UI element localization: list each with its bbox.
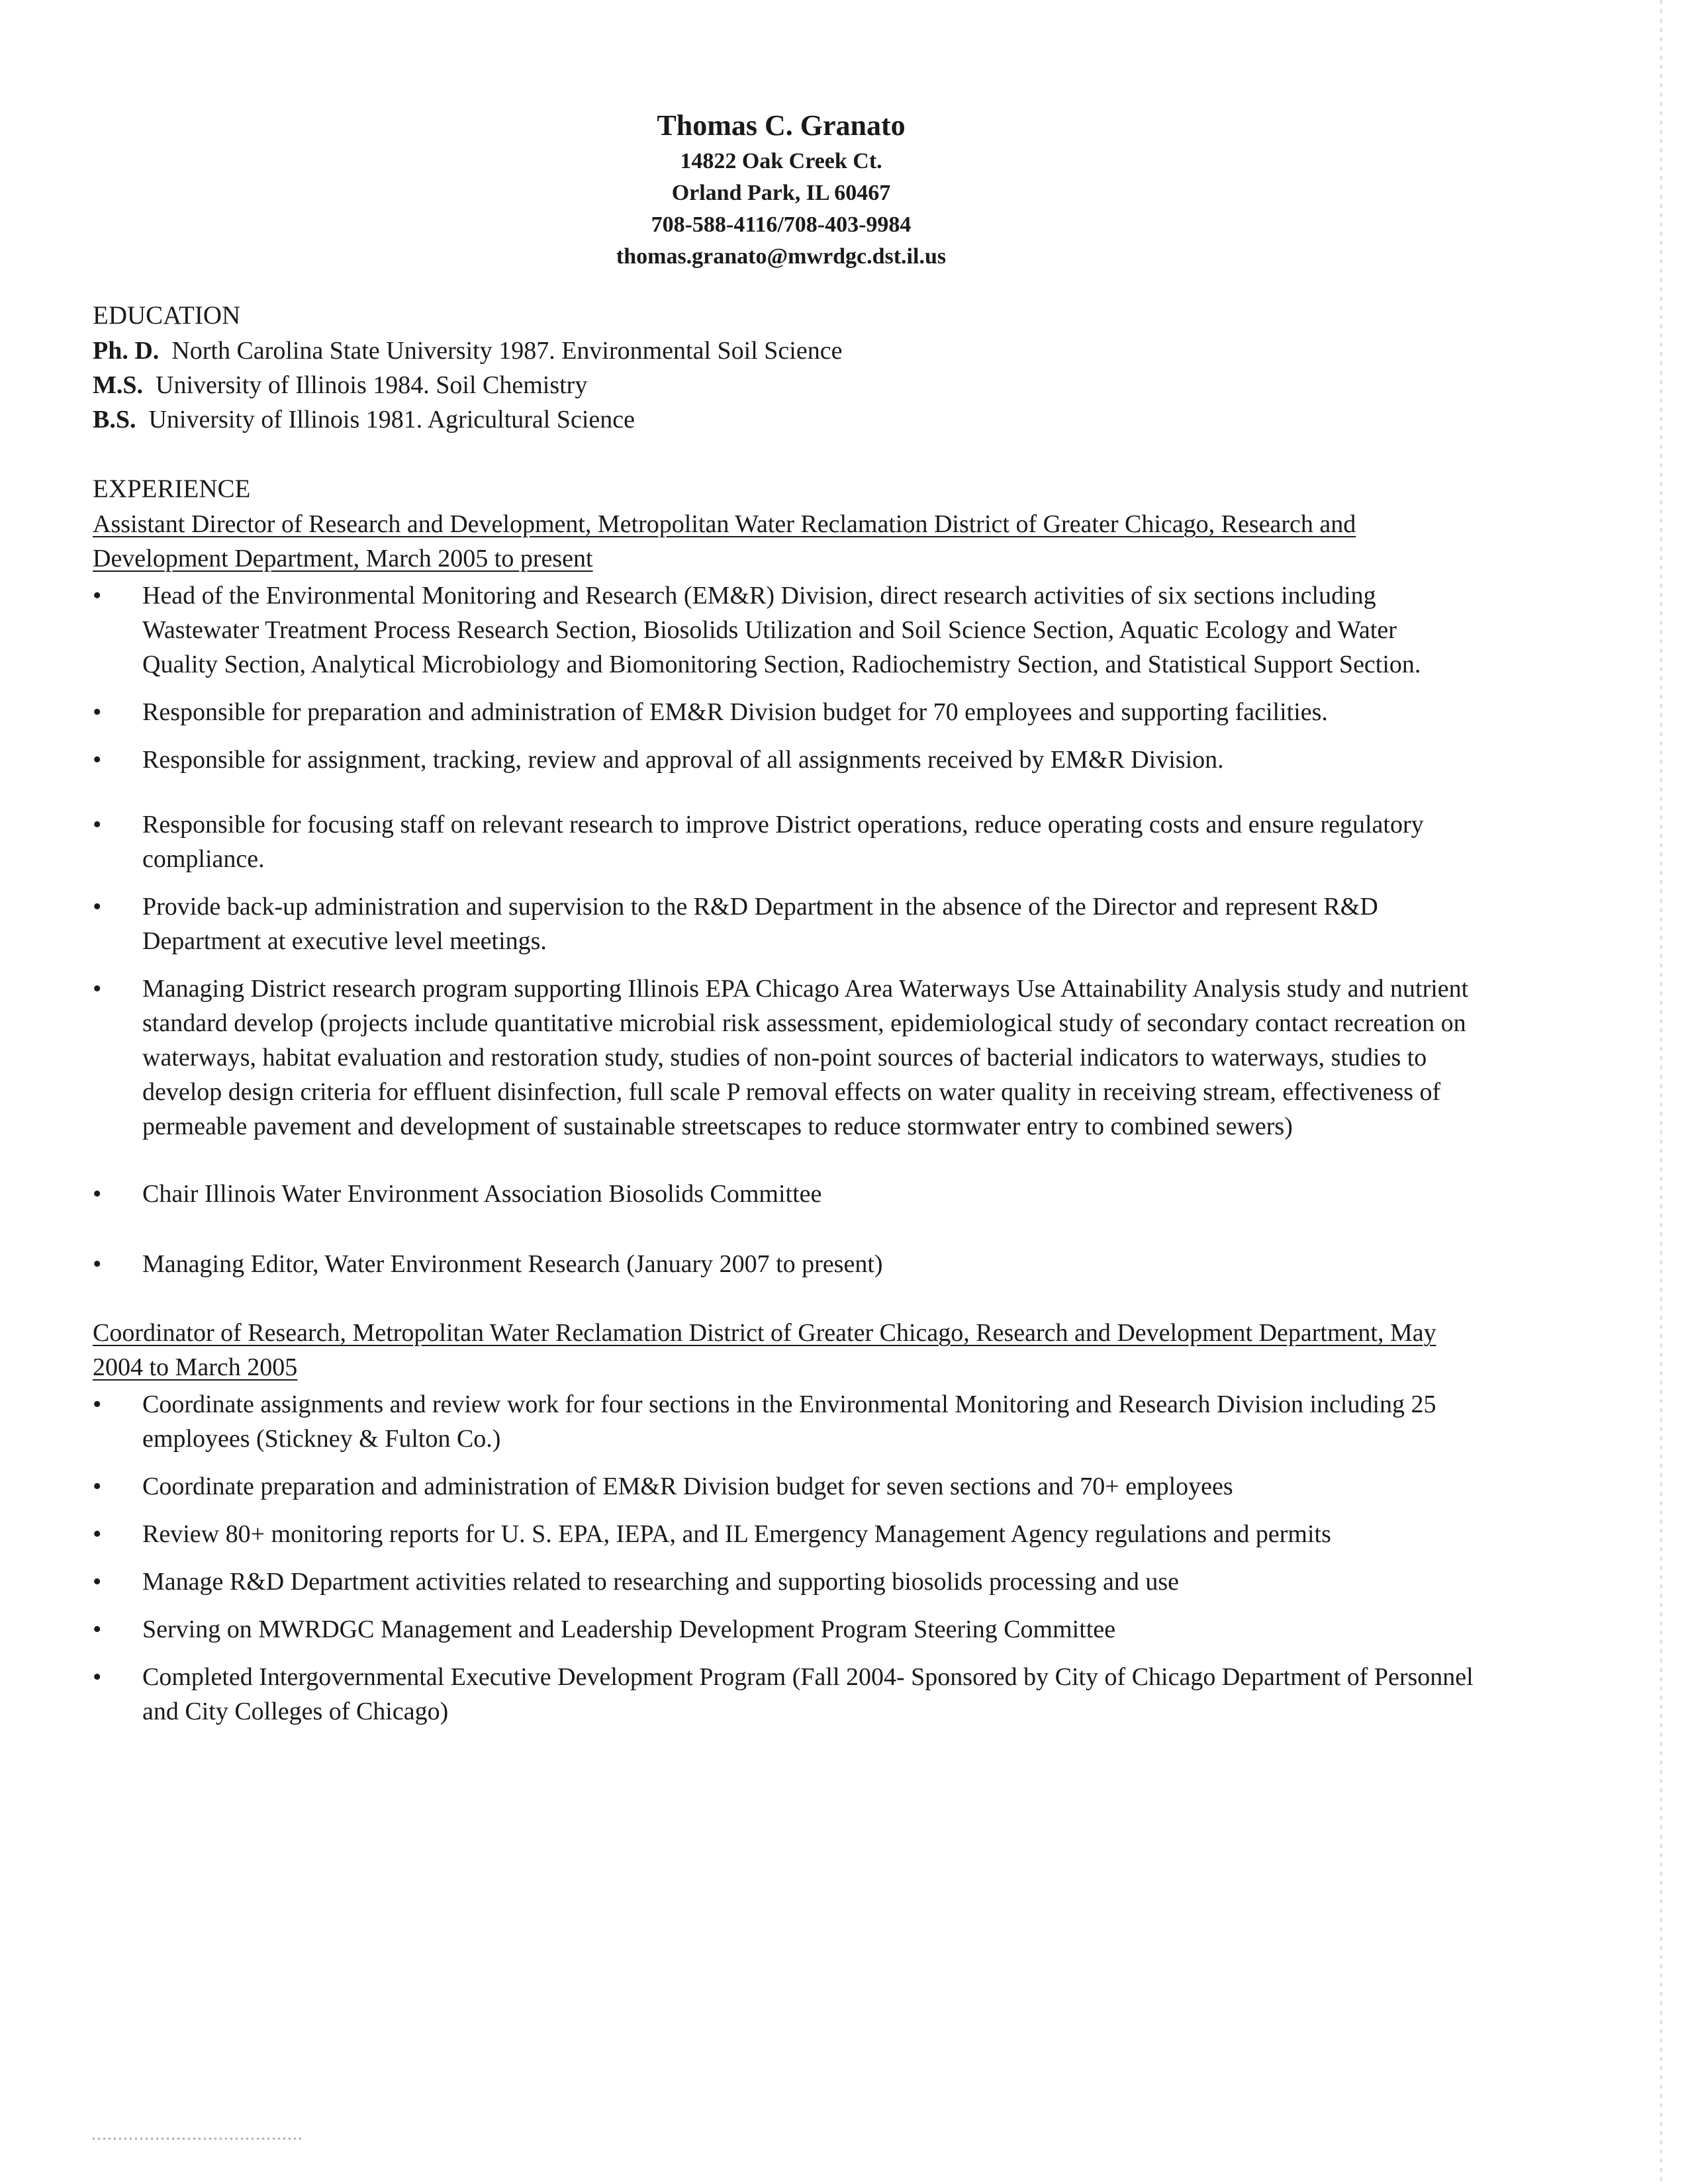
list-item: • Coordinate preparation and administration of EM&R Division budget for seven sections and 70+ employees (93, 1469, 1476, 1504)
list-item: • Responsible for assignment, tracking, review and approval of all assignments received by EM&R Division. (93, 743, 1476, 777)
phone-numbers: 708-588-4116/708-403-9984 (651, 212, 912, 237)
scan-dotted-artifact (93, 2138, 305, 2140)
education-item (93, 334, 1476, 368)
degree-detail: North Carolina State University 1987. Environmental Soil Science (171, 337, 843, 365)
list-item: • Responsible for focusing staff on relevant research to improve District operations, reduce operating costs and ensure regulatory compliance. (93, 807, 1476, 876)
list-item: • Head of the Environmental Monitoring and Research (EM&R) Division, direct research activities of six sections including Wastewater Treatment Process Research Section, Biosolids Utilization and Soil Science Section, Aquatic Ecology and Water Quality Section, Analytical Microbiology and Biomonitoring Section, Radiochemistry Section, and Statistical Support Section. (93, 578, 1476, 682)
experience-heading: EXPERIENCE (93, 475, 251, 503)
education-section (93, 298, 1476, 437)
city-state-zip: Orland Park, IL 60467 (671, 181, 891, 205)
list-item: • Manage R&D Department activities related to researching and supporting biosolids processing and use (93, 1565, 1476, 1599)
degree-label: B.S. (93, 406, 136, 433)
list-item: • Completed Intergovernmental Executive Development Program (Fall 2004- Sponsored by City of Chicago Department of Personnel and City Colleges of Chicago) (93, 1660, 1476, 1729)
job-duties-list (93, 1387, 1476, 1729)
education-item (93, 402, 1476, 437)
street-address: 14822 Oak Creek Ct. (680, 149, 882, 173)
list-item: • Coordinate assignments and review work for four sections in the Environmental Monitoring and Research Division including 25 employees (Stickney & Fulton Co.) (93, 1387, 1476, 1456)
list-item: • Responsible for preparation and administration of EM&R Division budget for 70 employees and supporting facilities. (93, 695, 1476, 729)
list-item: • Provide back-up administration and supervision to the R&D Department in the absence of the Director and represent R&D Department at executive level meetings. (93, 889, 1476, 958)
job-title: Assistant Director of Research and Development, Metropolitan Water Reclamation District of Greater Chicago, Research and Development Department, March 2005 to present (93, 510, 1356, 572)
job-title: Coordinator of Research, Metropolitan Water Reclamation District of Greater Chicago, Research and Development Department, May 2004 to March 2005 (93, 1319, 1436, 1381)
list-item: • Review 80+ monitoring reports for U. S. EPA, IEPA, and IL Emergency Management Agency regulations and permits (93, 1517, 1476, 1551)
list-item: • Chair Illinois Water Environment Association Biosolids Committee (93, 1177, 1476, 1211)
list-item: • Managing District research program supporting Illinois EPA Chicago Area Waterways Use Attainability Analysis study and nutrient standard develop (projects include quantitative microbial risk assessment, epidemiological study of secondary contact recreation on waterways, habitat evaluation and restoration study, studies of non-point sources of bacterial indicators to waterways, studies to develop design criteria for effluent disinfection, full scale P removal effects on water quality in receiving stream, effectiveness of permeable pavement and development of sustainable streetscapes to reduce stormwater entry to combined sewers) (93, 972, 1476, 1144)
education-heading: EDUCATION (93, 301, 241, 330)
list-item: • Serving on MWRDGC Management and Leadership Development Program Steering Committee (93, 1612, 1476, 1647)
degree-label: M.S. (93, 371, 143, 399)
scan-edge-artifact (1660, 0, 1662, 2184)
job-duties-list (93, 578, 1476, 1281)
person-name: Thomas C. Granato (657, 109, 906, 142)
education-item (93, 368, 1476, 402)
list-item: • Managing Editor, Water Environment Research (January 2007 to present) (93, 1247, 1476, 1281)
degree-detail: University of Illinois 1984. Soil Chemistry (156, 371, 588, 399)
degree-label: Ph. D. (93, 337, 160, 365)
contact-header (0, 106, 1562, 273)
experience-section (93, 471, 1476, 1729)
degree-detail: University of Illinois 1981. Agricultural Science (148, 406, 635, 433)
email-address: thomas.granato@mwrdgc.dst.il.us (616, 244, 947, 269)
